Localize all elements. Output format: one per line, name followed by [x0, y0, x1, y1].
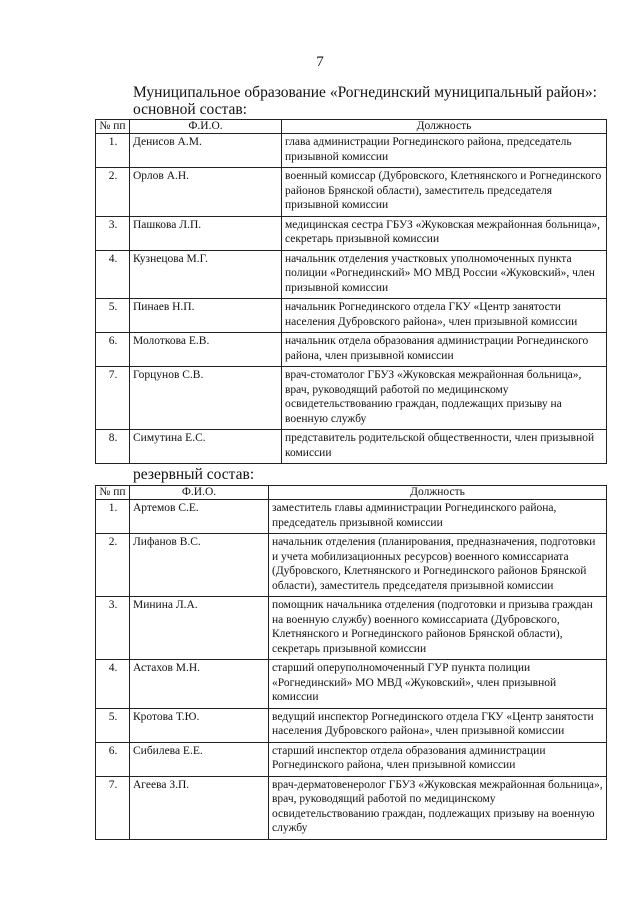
- table-row: [96, 708, 607, 742]
- member-name: Агеева З.П.: [130, 776, 269, 839]
- row-number: 8.: [96, 430, 130, 464]
- table-row: [96, 742, 607, 776]
- page-number: 7: [316, 54, 324, 70]
- member-position: военный комиссар (Дубровского, Клетнянского и Рогнединского районов Брянской области), заместитель председателя призывной комиссии: [282, 168, 607, 217]
- table-row: [96, 430, 607, 464]
- member-position: медицинская сестра ГБУЗ «Жуковская межрайонная больница», секретарь призывной комиссии: [282, 216, 607, 250]
- member-name: Симутина Е.С.: [130, 430, 282, 464]
- member-position: начальник отдела образования администрации Рогнединского района, член призывной комиссии: [282, 333, 607, 367]
- row-number: 7.: [96, 776, 130, 839]
- member-position: глава администрации Рогнединского района, председатель призывной комиссии: [282, 134, 607, 168]
- column-header-number: № пп: [96, 486, 130, 500]
- table-header-row: [96, 486, 607, 500]
- main-composition-heading: [133, 84, 603, 118]
- member-name: Лифанов В.С.: [130, 534, 269, 597]
- column-header-position: Должность: [269, 486, 607, 500]
- column-header-position: Должность: [282, 120, 607, 134]
- member-name: Пашкова Л.П.: [130, 216, 282, 250]
- member-name: Горцунов С.В.: [130, 367, 282, 430]
- row-number: 3.: [96, 216, 130, 250]
- member-position: начальник отделения участковых уполномоченных пункта полиции «Рогнединский» МО МВД России «Жуковский», член призывной комиссии: [282, 250, 607, 299]
- table-row: [96, 216, 607, 250]
- member-name: Кротова Т.Ю.: [130, 708, 269, 742]
- table-header-row: [96, 120, 607, 134]
- member-name: Денисов А.М.: [130, 134, 282, 168]
- table-row: [96, 134, 607, 168]
- table-row: [96, 597, 607, 660]
- table-row: [96, 660, 607, 709]
- member-name: Артемов С.Е.: [130, 500, 269, 534]
- member-position: врач-дерматовенеролог ГБУЗ «Жуковская межрайонная больница», врач, руководящий работой по медицинскому освидетельствованию граждан, подлежащих призыву на военную службу: [269, 776, 607, 839]
- member-name: Орлов А.Н.: [130, 168, 282, 217]
- reserve-composition-table: [95, 485, 607, 840]
- member-name: Молоткова Е.В.: [130, 333, 282, 367]
- column-header-name: Ф.И.О.: [130, 486, 269, 500]
- row-number: 1.: [96, 500, 130, 534]
- row-number: 6.: [96, 742, 130, 776]
- row-number: 5.: [96, 708, 130, 742]
- table-row: [96, 776, 607, 839]
- row-number: 4.: [96, 250, 130, 299]
- municipality-title: Муниципальное образование «Рогнединский муниципальный район»:: [133, 84, 597, 101]
- member-position: начальник Рогнединского отдела ГКУ «Центр занятости населения Дубровского района», член призывной комиссии: [282, 299, 607, 333]
- row-number: 3.: [96, 597, 130, 660]
- table-row: [96, 500, 607, 534]
- table-row: [96, 333, 607, 367]
- row-number: 7.: [96, 367, 130, 430]
- member-position: заместитель главы администрации Рогнединского района, председатель призывной комиссии: [269, 500, 607, 534]
- table-row: [96, 534, 607, 597]
- column-header-number: № пп: [96, 120, 130, 134]
- row-number: 5.: [96, 299, 130, 333]
- member-name: Сибилева Е.Е.: [130, 742, 269, 776]
- table-row: [96, 168, 607, 217]
- member-position: представитель родительской общественности, член призывной комиссии: [282, 430, 607, 464]
- main-composition-label: основной состав:: [133, 101, 247, 118]
- row-number: 1.: [96, 134, 130, 168]
- member-name: Астахов М.Н.: [130, 660, 269, 709]
- member-position: врач-стоматолог ГБУЗ «Жуковская межрайонная больница», врач, руководящий работой по медицинскому освидетельствованию граждан, подлежащих призыву на военную службу: [282, 367, 607, 430]
- member-position: старший инспектор отдела образования администрации Рогнединского района, член призывной комиссии: [269, 742, 607, 776]
- row-number: 2.: [96, 168, 130, 217]
- member-name: Пинаев Н.П.: [130, 299, 282, 333]
- row-number: 6.: [96, 333, 130, 367]
- table-row: [96, 250, 607, 299]
- member-position: старший оперуполномоченный ГУР пункта полиции «Рогнединский» МО МВД «Жуковский», член призывной комиссии: [269, 660, 607, 709]
- member-name: Кузнецова М.Г.: [130, 250, 282, 299]
- column-header-name: Ф.И.О.: [130, 120, 282, 134]
- member-position: помощник начальника отделения (подготовки и призыва граждан на военную службу) военного комиссариата (Дубровского, Клетнянского и Рогнединского районов Брянской области), секретарь призывной комиссии: [269, 597, 607, 660]
- member-position: начальник отделения (планирования, предназначения, подготовки и учета мобилизационных ресурсов) военного комиссариата (Дубровского, Клетнянского и Рогнединского районов Брянской области), заместитель председателя призывной комиссии: [269, 534, 607, 597]
- main-composition-table: [95, 119, 607, 464]
- table-row: [96, 299, 607, 333]
- reserve-composition-heading: резервный состав:: [133, 466, 255, 483]
- row-number: 2.: [96, 534, 130, 597]
- table-row: [96, 367, 607, 430]
- member-position: ведущий инспектор Рогнединского отдела ГКУ «Центр занятости населения Дубровского района», член призывной комиссии: [269, 708, 607, 742]
- row-number: 4.: [96, 660, 130, 709]
- member-name: Минина Л.А.: [130, 597, 269, 660]
